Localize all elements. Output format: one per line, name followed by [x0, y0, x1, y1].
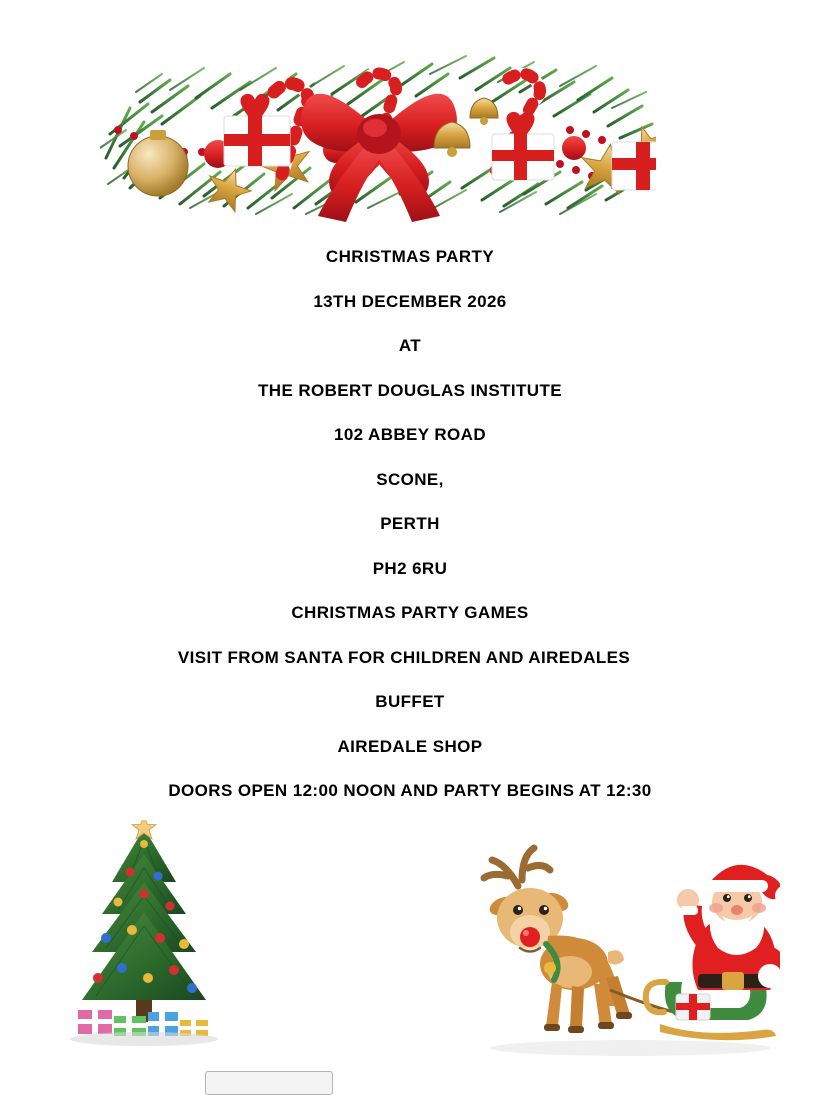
flyer-text-block — [0, 248, 820, 827]
flyer-line-venue: THE ROBERT DOUGLAS INSTITUTE — [258, 380, 562, 400]
flyer-line-street: 102 ABBEY ROAD — [333, 425, 487, 444]
santa-with-reindeer-and-sleigh-icon — [470, 840, 780, 1060]
christmas-tree-with-presents-icon — [60, 820, 230, 1050]
christmas-garland-banner — [100, 38, 656, 224]
flyer-line-title: CHRISTMAS PARTY — [325, 247, 495, 266]
flyer-line-santa-visit: VISIT FROM SANTA FOR CHILDREN AND AIREDALES — [177, 647, 631, 667]
flyer-line-date: 13TH DECEMBER 2026 — [313, 291, 507, 311]
flyer-line-town: SCONE, — [376, 469, 444, 489]
flyer-line-shop: AIREDALE SHOP — [337, 736, 483, 756]
partial-toolbar-box[interactable] — [205, 1071, 333, 1095]
flyer-line-postcode: PH2 6RU — [372, 558, 448, 578]
flyer-line-games: CHRISTMAS PARTY GAMES — [291, 603, 529, 622]
flyer-line-buffet: BUFFET — [375, 692, 445, 711]
flyer-line-city: PERTH — [380, 514, 440, 533]
flyer-line-doors-open: DOORS OPEN 12:00 NOON AND PARTY BEGINS AT 12:30 — [168, 781, 652, 800]
flyer-line-at: AT — [398, 336, 422, 355]
